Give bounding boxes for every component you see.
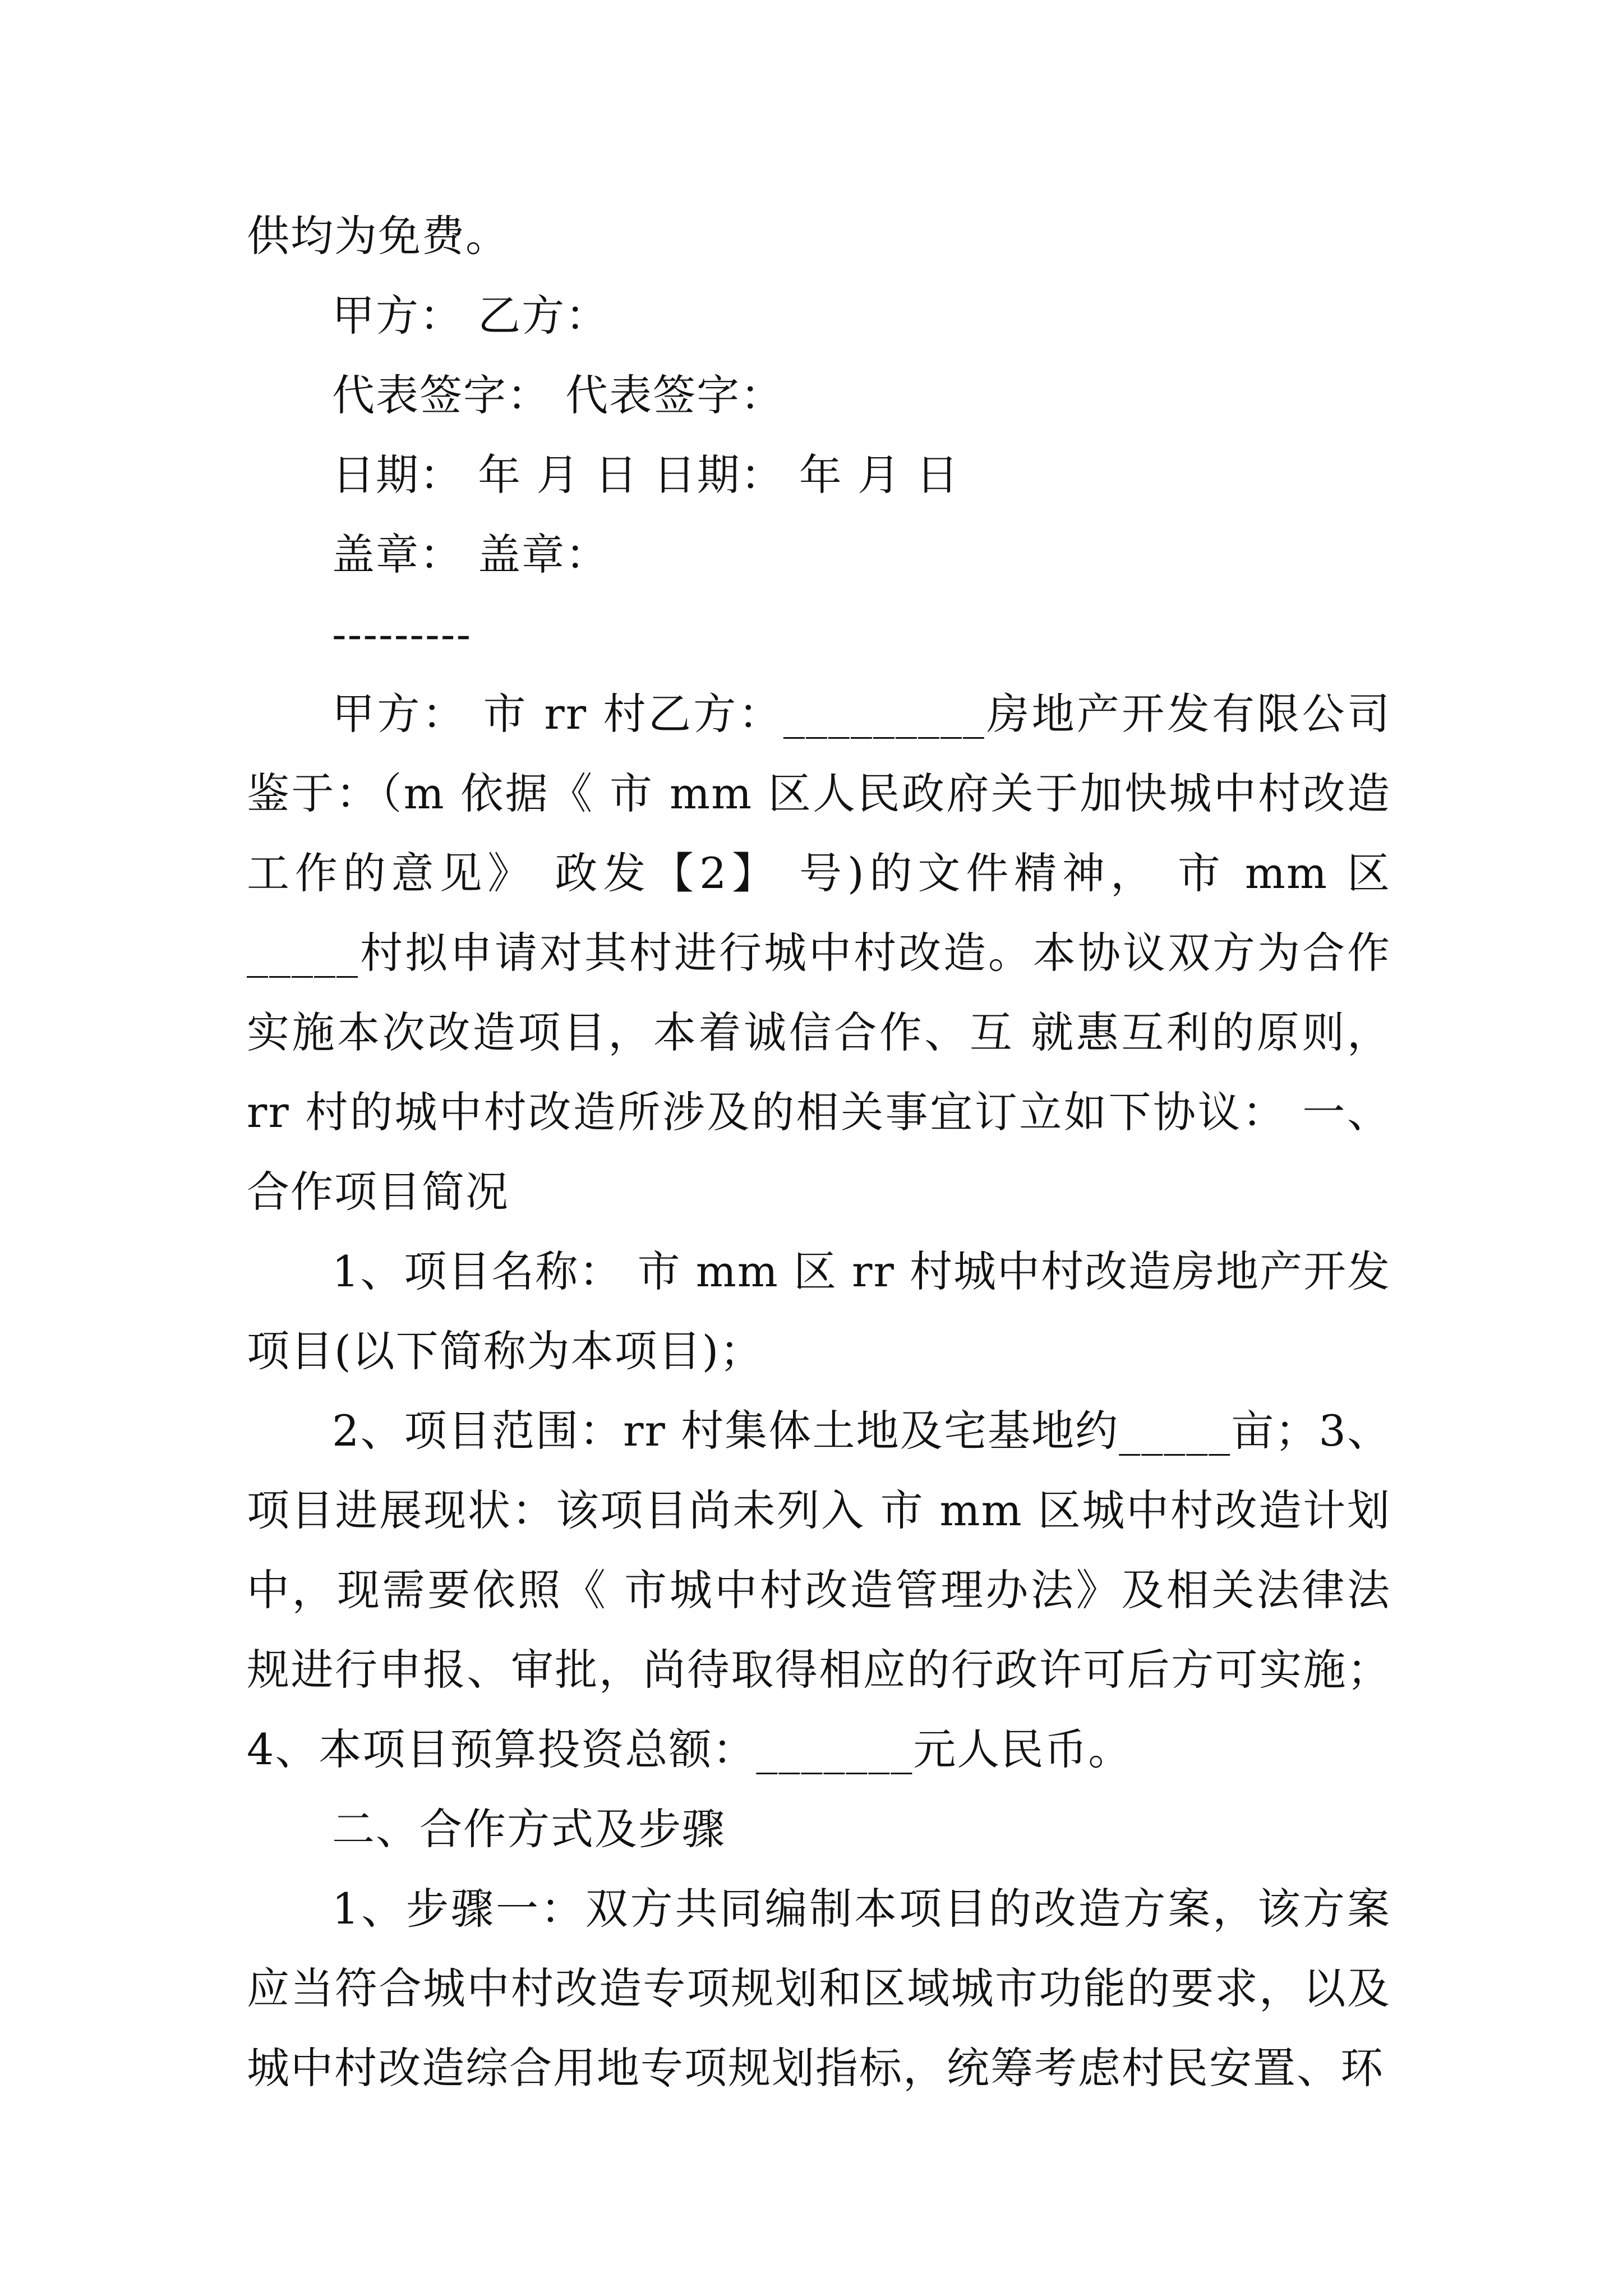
section-heading-cooperation: 二、合作方式及步骤 bbox=[332, 1804, 726, 1854]
signature-line: 代表签字： 代表签字： bbox=[332, 370, 785, 420]
step-one-paragraph: 1、步骤一：双方共同编制本项目的改造方案，该方案应当符合城中村改造专项规划和区域城市功能的要求，以及城中村改造综合用地专项规划指标，统筹考虑村民安置、环 bbox=[247, 1884, 1391, 2093]
date-line: 日期： 年 月 日 日期： 年 月 日 bbox=[332, 450, 960, 500]
agreement-intro-paragraph: 甲方： 市 rr 村乙方：_________房地产开发有限公司鉴于：（m 依据《 市 mm 区人民政府关于加快城中村改造工作的意见》 政发【2】 号)的文件精神， 市 mm 区_____村拟申请对其村进行城中村改造。本协议双方为合作实施本次改造项目，本着诚信合作、互 就惠互利的原则， rr 村的城中村改造所涉及的相关事宜订立如下协议： 一、合作项目简况 bbox=[247, 689, 1391, 1217]
party-line: 甲方： 乙方： bbox=[332, 291, 610, 341]
separator-dashes: --------- bbox=[332, 609, 472, 659]
project-scope-paragraph: 2、项目范围：rr 村集体土地及宅基地约_____亩；3、项目进展现状：该项目尚未列入 市 mm 区城中村改造计划中，现需要依照《 市城中村改造管理办法》及相关法律法规进行申报、审批，尚待取得相应的行政许可后方可实施；4、本项目预算投资总额：_______元人民币。 bbox=[247, 1406, 1391, 1774]
seal-line: 盖章： 盖章： bbox=[332, 530, 610, 579]
project-name-paragraph: 1、项目名称： 市 mm 区 rr 村城中村改造房地产开发项目(以下简称为本项目)； bbox=[247, 1246, 1391, 1376]
document-body bbox=[247, 196, 1391, 2108]
text-line-free-supply: 供均为免费。 bbox=[247, 211, 509, 261]
